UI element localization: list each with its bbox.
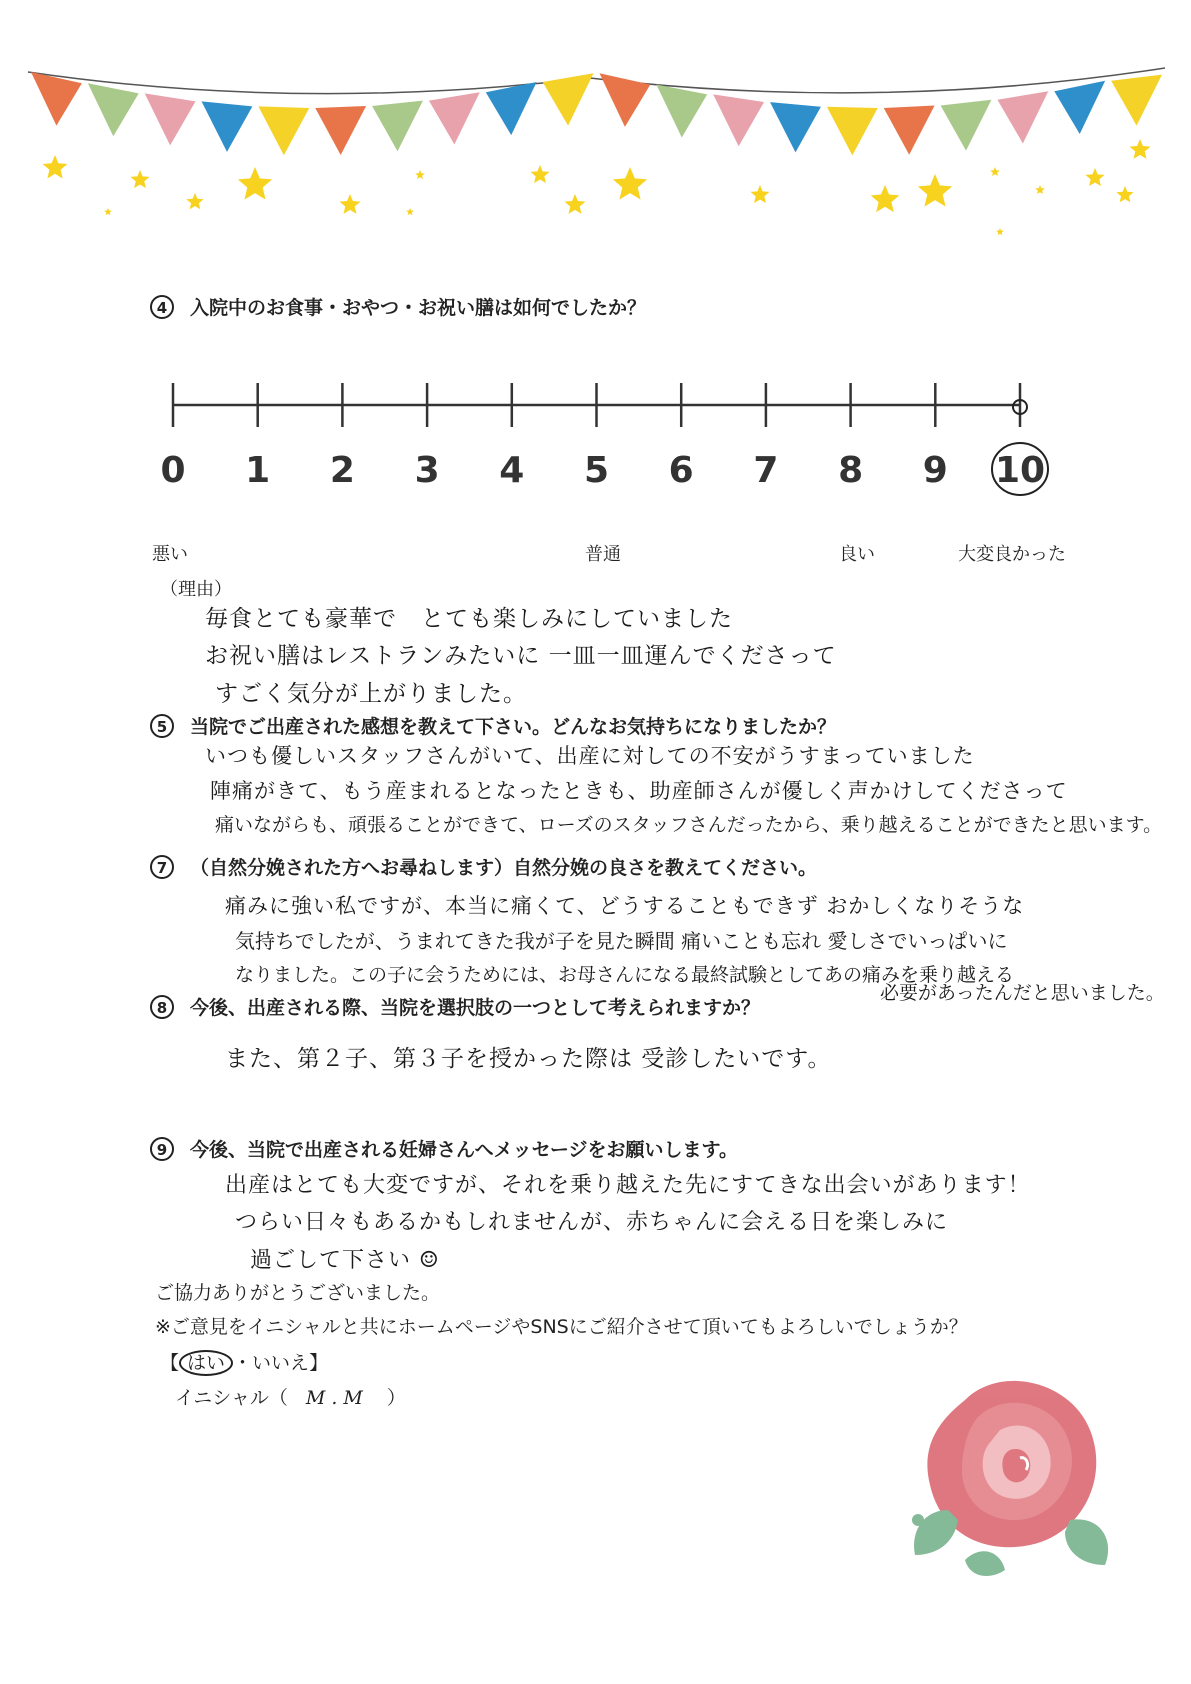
star-icon [415,170,425,179]
rose-illustration [870,1360,1120,1600]
star-icon [104,208,112,215]
star-icon [43,155,68,179]
answer-q5-line-3: 痛いながらも、頑張ることができて、ローズのスタッフさんだったから、乗り越えることができたと思います。 [215,814,1163,836]
label-bad: 悪い [152,544,188,565]
star-icon [131,170,150,188]
question-4 [150,293,646,320]
scale-tick-label[interactable]: 5 [583,450,610,491]
bunting-flag [1054,81,1105,134]
sns-consent-question: ※ご意見をイニシャルと共にホームページやSNSにご紹介させて頂いてもよろしいでしょうか？ [155,1316,968,1338]
question-number: 7 [150,855,174,879]
star-icon [1116,186,1133,202]
question-7 [150,853,817,880]
bunting-flag [429,92,480,144]
answer-q8-line-1: また、第２子、第３子を授かった際は 受診したいです。 [225,1046,832,1072]
scale-tick-label[interactable]: 7 [753,450,779,491]
answer-q4-line-1: 毎食とても豪華で とても楽しみにしていました [205,606,733,632]
question-text: 入院中のお食事・おやつ・お祝い膳は如何でしたか？ [190,297,647,319]
bunting-flag [997,91,1048,143]
question-number: 4 [150,295,174,319]
answer-q5-line-2: 陣痛がきて、もう産まれるとなったときも、助産師さんが優しく声かけしてくださって [210,779,1068,803]
initial-close: ） [386,1387,406,1409]
scale-tick-label[interactable]: 9 [922,450,948,491]
bracket-open: 【 [160,1352,180,1374]
question-9 [150,1135,738,1162]
question-8 [150,993,760,1020]
choice-yes[interactable]: はい [179,1350,233,1376]
question-number: 5 [150,714,174,738]
initial-label: イニシャル（ [175,1387,288,1409]
question-number: 8 [150,995,174,1019]
star-icon [751,185,770,203]
label-good: 良い [839,544,875,565]
star-icon [531,165,550,183]
bunting-decoration [0,0,1191,250]
star-icon [871,185,900,212]
thanks-text: ご協力ありがとうございました。 [155,1282,441,1304]
bunting-flag [713,94,764,146]
answer-q9-line-3: 過ごして下さい ☺ [250,1248,440,1273]
bracket-close: 】 [309,1352,329,1374]
rating-scale [150,355,1050,505]
reason-label: （理由） [160,579,232,600]
answer-q9-line-2: つらい日々もあるかもしれませんが、赤ちゃんに会える日を楽しみに [235,1210,949,1235]
star-icon [186,193,203,209]
star-icon [565,194,586,214]
question-text: 今後、当院で出産される妊婦さんへメッセージをお願いします。 [190,1139,738,1161]
question-5 [150,712,836,739]
star-icon [406,208,414,215]
question-text: 当院でご出産された感想を教えて下さい。どんなお気持ちになりましたか？ [190,716,837,738]
answer-q4-line-3: すごく気分が上がりました。 [215,681,527,707]
star-icon [238,167,272,200]
bunting-flag [372,101,423,152]
scale-tick-label[interactable]: 10 [994,450,1046,491]
star-icon [1086,168,1105,186]
bunting-flag [31,72,82,126]
scale-tick-label[interactable]: 1 [245,450,271,491]
scale-tick-label[interactable]: 3 [414,450,440,491]
bunting-flag [941,100,992,151]
bunting-flag [656,84,707,137]
question-number: 9 [150,1137,174,1161]
bunting-flag [202,101,253,152]
scale-tick-label[interactable]: 4 [499,450,525,491]
bunting-flag [827,107,878,156]
scale-tick-label[interactable]: 6 [668,450,694,491]
bunting-flag [315,106,366,155]
choice-separator: ・ [233,1352,253,1374]
star-icon [1035,185,1045,194]
scale-tick-label[interactable]: 2 [329,450,355,491]
scale-tick-label[interactable]: 8 [838,450,864,491]
question-text: （自然分娩された方へお尋ねします）自然分娩の良さを教えてください。 [190,857,818,879]
initial-value[interactable]: M.M [305,1387,369,1409]
label-very-good: 大変良かった [958,544,1066,565]
answer-q7-line-3: なりました。この子に会うためには、お母さんになる最終試験としてあの痛みを乗り越える [235,964,1015,986]
initial-row [175,1383,406,1410]
bunting-flag [600,73,651,127]
answer-q9-line-1: 出産はとても大変ですが、それを乗り越えた先にすてきな出会いがあります！ [225,1173,1031,1198]
bunting-flag [770,102,821,152]
bunting-flag [1111,75,1162,126]
answer-q7-line-4: 必要があったんだと思いました。 [880,982,1165,1004]
consent-choice [160,1348,328,1375]
star-icon [996,228,1004,235]
star-icon [918,174,952,207]
star-icon [340,194,361,214]
answer-q5-line-1: いつも優しいスタッフさんがいて、出産に対しての不安がうすまっていました [205,744,975,768]
answer-q4-line-2: お祝い膳はレストランみたいに 一皿一皿運んでくださって [205,643,837,669]
answer-q7-line-1: 痛みに強い私ですが、本当に痛くて、どうすることもできず おかしくなりそうな [225,894,1025,918]
star-icon [990,167,1000,176]
bunting-flag [884,106,935,155]
bunting-flag [88,83,139,136]
bunting-string [28,68,1165,94]
label-normal: 普通 [585,544,621,565]
question-text: 今後、出産される際、当院を選択肢の一つとして考えられますか？ [190,997,761,1019]
bunting-flag [543,73,594,125]
bunting-flag [258,106,309,155]
scale-tick-label[interactable]: 0 [160,450,186,491]
bunting-flag [486,82,537,135]
choice-no[interactable]: いいえ [252,1352,310,1374]
star-icon [613,167,647,200]
bunting-flag [145,93,196,145]
star-icon [1130,139,1151,159]
answer-q7-line-2: 気持ちでしたが、うまれてきた我が子を見た瞬間 痛いことも忘れ 愛しさでいっぱいに [235,929,1008,953]
